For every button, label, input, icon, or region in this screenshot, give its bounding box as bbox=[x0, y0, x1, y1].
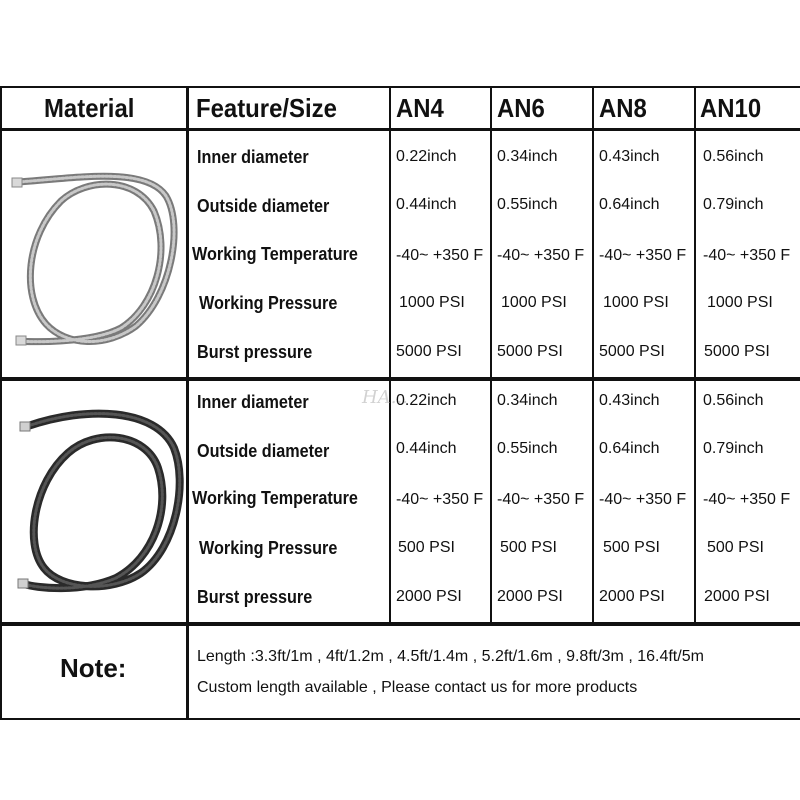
section2-value: 2000 PSI bbox=[497, 588, 563, 605]
section2-value: 0.64inch bbox=[599, 440, 660, 457]
section1-feature-inner-diameter: Inner diameter bbox=[197, 146, 309, 167]
section2-value: 0.56inch bbox=[703, 392, 764, 409]
an6-column-divider bbox=[490, 86, 492, 624]
section1-value: -40~ +350 F bbox=[497, 247, 585, 264]
section2-value: 0.55inch bbox=[497, 440, 558, 457]
section1-value: 5000 PSI bbox=[704, 343, 770, 360]
silver-braided-hose-icon bbox=[6, 156, 181, 356]
section2-value: -40~ +350 F bbox=[599, 491, 687, 508]
section1-feature-outside-diameter: Outside diameter bbox=[197, 195, 330, 216]
section2-feature-burst-pressure: Burst pressure bbox=[197, 586, 313, 607]
note-divider bbox=[0, 622, 800, 626]
header-material: Material bbox=[44, 92, 135, 123]
section2-feature-working-temperature: Working Temperature bbox=[192, 487, 358, 508]
header-feature-size: Feature/Size bbox=[196, 92, 337, 123]
section1-value: 5000 PSI bbox=[599, 343, 665, 360]
section2-value: 0.43inch bbox=[599, 392, 660, 409]
section1-value: -40~ +350 F bbox=[396, 247, 484, 264]
section2-value: 0.34inch bbox=[497, 392, 558, 409]
header-an6: AN6 bbox=[497, 92, 545, 123]
section2-value: 2000 PSI bbox=[599, 588, 665, 605]
section1-value: 0.56inch bbox=[703, 148, 764, 165]
section1-value: 1000 PSI bbox=[603, 294, 669, 311]
section1-value: 0.64inch bbox=[599, 196, 660, 213]
header-an10: AN10 bbox=[700, 92, 762, 123]
note-custom-line: Custom length available , Please contact us for more products bbox=[197, 679, 638, 696]
section2-value: 0.79inch bbox=[703, 440, 764, 457]
note-length-line: Length :3.3ft/1m , 4ft/1.2m , 4.5ft/1.4m , 5.2ft/1.6m , 9.8ft/3m , 16.4ft/5m bbox=[197, 648, 704, 665]
section2-feature-outside-diameter: Outside diameter bbox=[197, 440, 330, 461]
black-braided-hose-icon bbox=[6, 398, 186, 598]
section2-value: -40~ +350 F bbox=[396, 491, 484, 508]
section2-value: 2000 PSI bbox=[704, 588, 770, 605]
section1-value: 5000 PSI bbox=[497, 343, 563, 360]
section1-value: 1000 PSI bbox=[399, 294, 465, 311]
section1-value: 0.43inch bbox=[599, 148, 660, 165]
section2-feature-working-pressure: Working Pressure bbox=[199, 537, 338, 558]
section1-value: 0.79inch bbox=[703, 196, 764, 213]
section2-value: 500 PSI bbox=[398, 539, 455, 556]
section2-value: 2000 PSI bbox=[396, 588, 462, 605]
section1-value: 0.55inch bbox=[497, 196, 558, 213]
section2-value: 500 PSI bbox=[707, 539, 764, 556]
section2-value: 0.22inch bbox=[396, 392, 457, 409]
section1-feature-working-temperature: Working Temperature bbox=[192, 243, 358, 264]
section1-value: 0.34inch bbox=[497, 148, 558, 165]
section2-feature-inner-diameter: Inner diameter bbox=[197, 391, 309, 412]
section1-value: -40~ +350 F bbox=[599, 247, 687, 264]
an8-column-divider bbox=[592, 86, 594, 624]
section2-value: 0.44inch bbox=[396, 440, 457, 457]
watermark: HA... bbox=[362, 387, 408, 408]
spec-table bbox=[0, 86, 800, 718]
section2-value: -40~ +350 F bbox=[703, 491, 791, 508]
section1-value: 0.44inch bbox=[396, 196, 457, 213]
section1-value: 1000 PSI bbox=[501, 294, 567, 311]
material-column-divider bbox=[186, 86, 189, 718]
an4-column-divider bbox=[389, 86, 391, 624]
note-label: Note: bbox=[60, 652, 127, 683]
section1-value: -40~ +350 F bbox=[703, 247, 791, 264]
section1-value: 5000 PSI bbox=[396, 343, 462, 360]
header-an4: AN4 bbox=[396, 92, 444, 123]
section-divider bbox=[0, 377, 800, 381]
section1-feature-burst-pressure: Burst pressure bbox=[197, 341, 313, 362]
header-divider bbox=[0, 128, 800, 131]
section1-value: 0.22inch bbox=[396, 148, 457, 165]
section2-value: -40~ +350 F bbox=[497, 491, 585, 508]
header-an8: AN8 bbox=[599, 92, 647, 123]
section2-value: 500 PSI bbox=[603, 539, 660, 556]
an10-column-divider bbox=[694, 86, 696, 624]
section2-value: 500 PSI bbox=[500, 539, 557, 556]
section1-value: 1000 PSI bbox=[707, 294, 773, 311]
section1-feature-working-pressure: Working Pressure bbox=[199, 292, 338, 313]
